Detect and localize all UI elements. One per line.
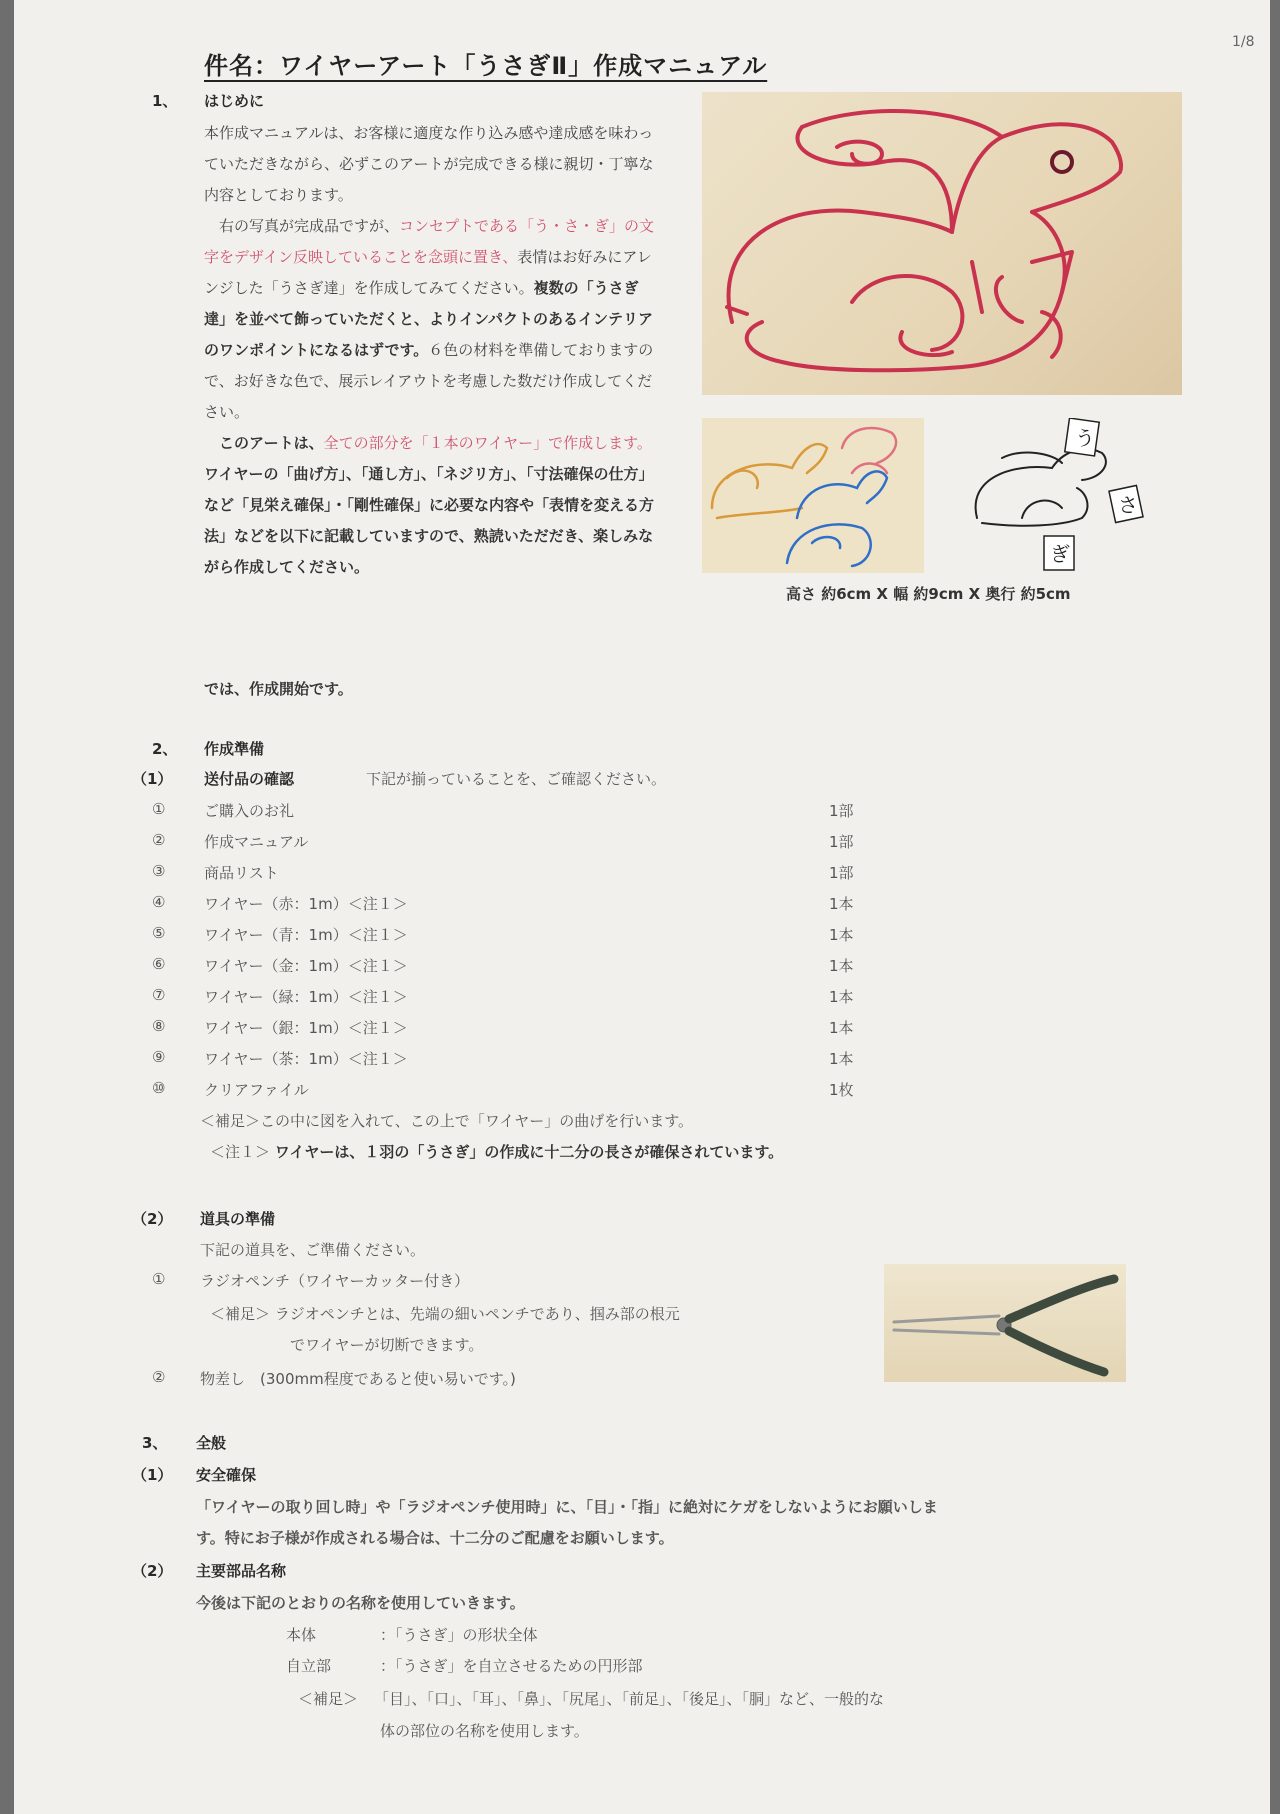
intro-text <box>204 118 659 583</box>
item-quantity: 1本 <box>829 988 854 1006</box>
section-3-number: 3、 <box>142 1434 168 1452</box>
part-2-description: ：「うさぎ」を自立させるための円形部 <box>380 1657 643 1675</box>
note-1 <box>210 1141 783 1162</box>
tool-2-number: ② <box>152 1368 166 1386</box>
item-number: ⑨ <box>152 1048 166 1066</box>
item-number: ⑦ <box>152 986 166 1004</box>
part-names-intro: 今後は下記のとおりの名称を使用していきます。 <box>196 1594 525 1612</box>
tool-1-name: ラジオペンチ（ワイヤーカッター付き） <box>200 1272 470 1290</box>
item-number: ③ <box>152 862 166 880</box>
intro-p2-d: 複数の「うさぎ達」を並べて飾っていただくと、よりインパクトのあるインテリアのワンポイントになるはずです。 <box>204 279 653 359</box>
item-quantity: 1本 <box>829 1019 854 1037</box>
intro-paragraph-2 <box>204 211 659 428</box>
document-title: 件名：ワイヤーアート「うさぎⅡ」作成マニュアル <box>204 52 768 80</box>
tool-1-supplement-line-1: ＜補足＞ ラジオペンチとは、先端の細いペンチであり、掴み部の根元 <box>210 1305 680 1323</box>
intro-p3-a: このアートは、 <box>219 434 324 452</box>
item-quantity: 1本 <box>829 957 854 975</box>
item-number: ⑧ <box>152 1017 166 1035</box>
subsection-2-1-heading: 送付品の確認 <box>204 770 295 788</box>
item-name: ワイヤー（赤：1m）＜注１＞ <box>204 895 408 913</box>
note-1-text: ワイヤーは、１羽の「うさぎ」の作成に十二分の長さが確保されています。 <box>274 1143 784 1161</box>
intro-paragraph-3 <box>204 428 659 583</box>
section-2-number: 2、 <box>152 740 178 758</box>
section-1-number: 1、 <box>152 92 178 110</box>
item-name: クリアファイル <box>204 1081 309 1099</box>
item-name: ワイヤー（金：1m）＜注１＞ <box>204 957 408 975</box>
item-name: ワイヤー（茶：1m）＜注１＞ <box>204 1050 408 1068</box>
part-1-name: 本体 <box>286 1626 317 1644</box>
rabbit-outline-diagram <box>962 418 1152 573</box>
page-number: 1/8 <box>1232 34 1255 50</box>
red-wire-rabbit-drawing <box>702 92 1182 395</box>
rabbit-line-diagram <box>962 418 1152 573</box>
item-quantity: 1枚 <box>829 1081 854 1099</box>
tool-2-name: 物差し (300mm程度であると使い易いです。) <box>200 1370 516 1388</box>
subsection-3-2-number: （2） <box>132 1562 173 1580</box>
item-name: ご購入のお礼 <box>204 802 295 820</box>
subsection-2-1-number: （1） <box>132 770 173 788</box>
intro-start-text: では、作成開始です。 <box>204 680 353 698</box>
safety-text-line-1: 「ワイヤーの取り回し時」や「ラジオペンチ使用時」に、「目」・「指」に絶対にケガをしないようにお願いしま <box>196 1498 938 1516</box>
colored-rabbits-drawing <box>702 418 924 573</box>
safety-text-line-2: す。特にお子様が作成される場合は、十二分のご配慮をお願いします。 <box>196 1529 674 1547</box>
item-quantity: 1本 <box>829 895 854 913</box>
subsection-2-2-note: 下記の道具を、ご準備ください。 <box>200 1241 426 1259</box>
radio-pliers-drawing <box>884 1264 1126 1382</box>
item-quantity: 1部 <box>829 833 854 851</box>
item-number: ② <box>152 831 166 849</box>
intro-p2-b: コンセプトである「う・さ・ぎ」の文字をデザイン反映していることを念頭に置き、 <box>204 217 655 266</box>
intro-p2-a: 右の写真が完成品ですが、 <box>219 217 400 235</box>
item-name: 商品リスト <box>204 864 279 882</box>
note-1-label: ＜注１＞ <box>210 1143 271 1161</box>
item-name: ワイヤー（銀：1m）＜注１＞ <box>204 1019 408 1037</box>
body-parts-supplement-label: ＜補足＞ <box>298 1690 359 1708</box>
part-1-description: ：「うさぎ」の形状全体 <box>380 1626 538 1644</box>
item-quantity: 1部 <box>829 864 854 882</box>
subsection-2-1-note: 下記が揃っていることを、ご確認ください。 <box>366 770 667 788</box>
item-name: ワイヤー（緑：1m）＜注１＞ <box>204 988 408 1006</box>
subsection-2-2-heading: 道具の準備 <box>200 1210 276 1228</box>
tool-1-number: ① <box>152 1270 166 1288</box>
subsection-3-1-heading: 安全確保 <box>196 1466 257 1484</box>
item-number: ④ <box>152 893 166 911</box>
diagram-char-u: う <box>1075 426 1095 450</box>
item-number: ⑥ <box>152 955 166 973</box>
diagram-char-sa: さ <box>1118 493 1138 517</box>
subsection-3-1-number: （1） <box>132 1466 173 1484</box>
item-number: ⑩ <box>152 1079 166 1097</box>
clear-file-supplement: ＜補足＞この中に図を入れて、この上で「ワイヤー」の曲げを行います。 <box>200 1112 694 1130</box>
item-quantity: 1本 <box>829 1050 854 1068</box>
item-quantity: 1部 <box>829 802 854 820</box>
tool-1-supplement-line-2: でワイヤーが切断できます。 <box>290 1336 484 1354</box>
subsection-3-2-heading: 主要部品名称 <box>196 1562 287 1580</box>
body-parts-supplement-line-1: 「目」、「口」、「耳」、「鼻」、「尻尾」、「前足」、「後足」、「胴」など、一般的な <box>374 1690 885 1708</box>
pliers-photo <box>884 1264 1126 1382</box>
item-number: ① <box>152 800 166 818</box>
item-quantity: 1本 <box>829 926 854 944</box>
item-name: ワイヤー（青：1m）＜注１＞ <box>204 926 408 944</box>
body-parts-supplement-line-2: 体の部位の名称を使用します。 <box>380 1722 589 1740</box>
section-3-heading: 全般 <box>196 1434 227 1452</box>
part-2-name: 自立部 <box>286 1657 332 1675</box>
item-name: 作成マニュアル <box>204 833 309 851</box>
intro-p2-e: ６色の材料を準備しておりますので、お好きな色で、展示レイアウトを考慮した数だけ作成してください。 <box>204 341 654 421</box>
section-2-heading: 作成準備 <box>204 740 265 758</box>
intro-paragraph-1: 本作成マニュアルは、お客様に適度な作り込み感や達成感を味わっていただきながら、必ずこのアートが完成できる様に親切・丁寧な内容としております。 <box>204 124 654 204</box>
intro-p3-b: 全ての部分を「１本のワイヤー」で作成します。 <box>323 434 652 452</box>
subsection-2-2-number: （2） <box>132 1210 173 1228</box>
intro-p3-c: ワイヤーの「曲げ方」、「通し方」、「ネジリ方」、「寸法確保の仕方」など「見栄え確保」・「剛性確保」に必要な内容や「表情を変える方法」などを以下に記載していますので、熟読いただだき、楽しみながら作成してください。 <box>204 465 655 576</box>
section-1-heading: はじめに <box>204 92 265 110</box>
finished-rabbit-photo <box>702 92 1182 395</box>
diagram-char-gi: ぎ <box>1050 542 1070 566</box>
document-page <box>14 0 1270 1814</box>
item-number: ⑤ <box>152 924 166 942</box>
photo-dimensions-caption: 高さ 約6cm X 幅 約9cm X 奥行 約5cm <box>786 585 1071 603</box>
colored-rabbits-photo <box>702 418 924 573</box>
intro-p2-c: 表情はお好みにアレンジした「うさぎ達」を作成してみてください。 <box>204 248 652 297</box>
rabbit-eye-mark <box>1052 152 1072 172</box>
